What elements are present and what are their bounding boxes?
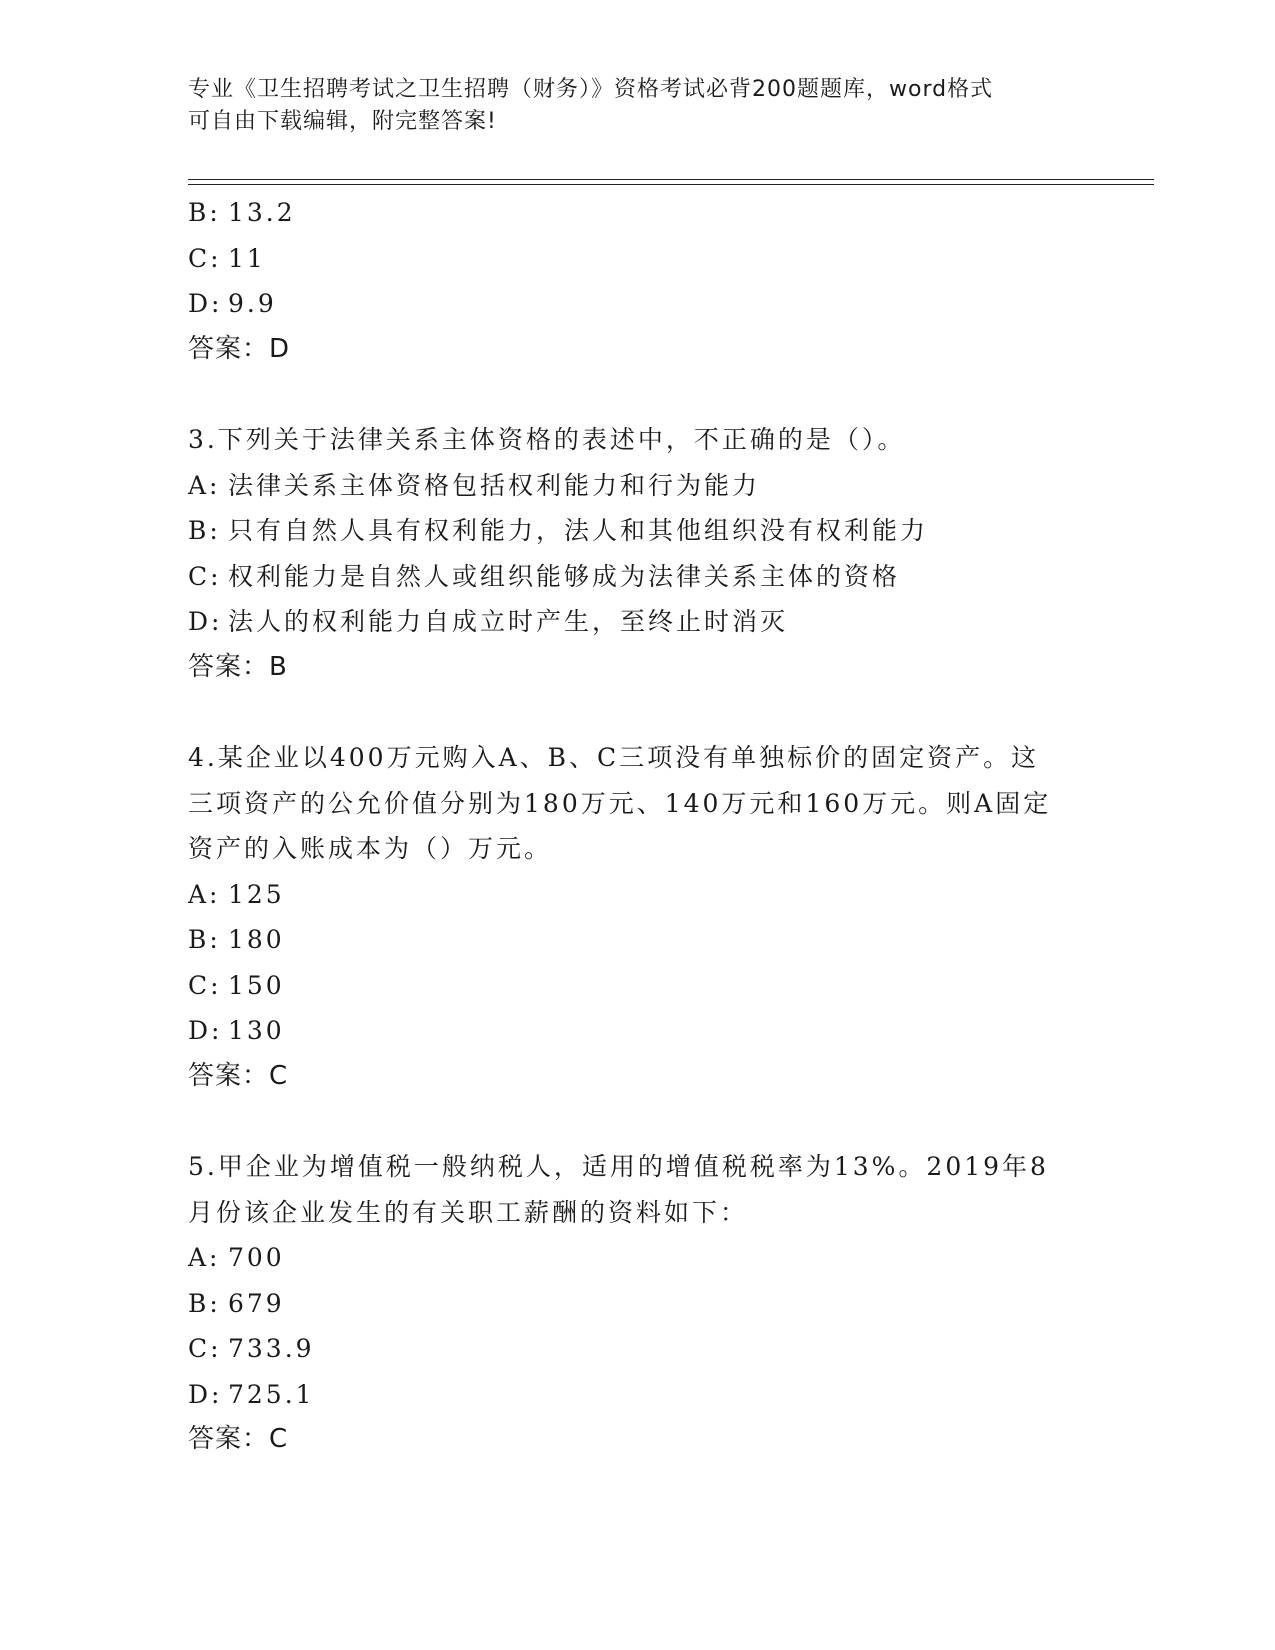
option-key: A: (188, 879, 221, 909)
option-c (188, 236, 1088, 282)
option-key: C: (188, 243, 222, 273)
option-key: D: (188, 607, 223, 636)
answer: 答案：C (188, 1060, 289, 1091)
option-c (188, 963, 1088, 1009)
question-5 (188, 1144, 1088, 1463)
option-key: D: (188, 1379, 223, 1409)
option-key: C: (188, 561, 222, 591)
header-line-1: 专业《卫生招聘考试之卫生招聘（财务）》资格考试必背200题题库，word格式 (188, 77, 994, 102)
question-stem-line-1: 5.甲企业为增值税一般纳税人，适用的增值税税率为13%。2019年8 (188, 1152, 1049, 1181)
option-text: 法律关系主体资格包括权利能力和行为能力 (228, 470, 761, 500)
question-stem-line-3: 资产的入账成本为（）万元。 (188, 834, 553, 863)
option-text: 180 (228, 925, 285, 954)
option-text: 733.9 (228, 1334, 315, 1363)
option-key: D: (188, 289, 223, 318)
option-text: 权利能力是自然人或组织能够成为法律关系主体的资格 (228, 561, 901, 591)
option-b (188, 1281, 1088, 1327)
answer: 答案：B (188, 651, 288, 682)
option-a (188, 872, 1088, 918)
option-text: 150 (228, 970, 285, 1000)
option-key: B: (188, 925, 221, 954)
option-text: 11 (228, 243, 266, 273)
option-key: A: (188, 470, 221, 500)
document-header (188, 74, 1088, 138)
option-key: B: (188, 1288, 221, 1318)
question-2 (188, 190, 1088, 372)
question-list (188, 190, 1088, 1463)
question-stem: 3.下列关于法律关系主体资格的表述中，不正确的是（）。 (188, 425, 906, 454)
option-text: 125 (228, 879, 285, 909)
option-key: C: (188, 1334, 222, 1363)
option-d (188, 599, 1088, 645)
option-key: C: (188, 970, 222, 1000)
option-text: 130 (228, 1016, 285, 1045)
option-c (188, 554, 1088, 600)
option-a (188, 1235, 1088, 1281)
option-text: 700 (228, 1243, 285, 1272)
question-stem-line-2: 三项资产的公允价值分别为180万元、140万元和160万元。则A固定 (188, 788, 1052, 818)
option-key: D: (188, 1016, 223, 1045)
option-key: B: (188, 198, 221, 227)
option-key: B: (188, 516, 221, 545)
option-b (188, 508, 1088, 554)
option-text: 9.9 (228, 289, 277, 318)
option-text: 13.2 (228, 198, 296, 227)
answer: 答案：C (188, 1424, 289, 1454)
answer: 答案：D (188, 333, 291, 364)
option-d (188, 1372, 1088, 1418)
header-rule-bottom (188, 184, 1154, 185)
option-text: 只有自然人具有权利能力，法人和其他组织没有权利能力 (228, 516, 929, 545)
option-text: 679 (228, 1288, 285, 1318)
option-b (188, 190, 1088, 236)
option-text: 725.1 (228, 1379, 315, 1409)
question-stem-line-1: 4.某企业以400万元购入A、B、C三项没有单独标价的固定资产。这 (188, 743, 1040, 772)
option-key: A: (188, 1243, 221, 1272)
option-a (188, 463, 1088, 509)
option-text: 法人的权利能力自成立时产生，至终止时消灭 (228, 607, 789, 636)
question-3 (188, 417, 1088, 690)
option-b (188, 917, 1088, 963)
option-d (188, 1008, 1088, 1054)
option-c (188, 1326, 1088, 1372)
question-4 (188, 735, 1088, 1099)
question-stem-line-2: 月份该企业发生的有关职工薪酬的资料如下： (188, 1197, 749, 1227)
option-d (188, 281, 1088, 327)
header-line-2: 可自由下载编辑，附完整答案! (188, 109, 497, 134)
header-rule-top (188, 179, 1154, 180)
